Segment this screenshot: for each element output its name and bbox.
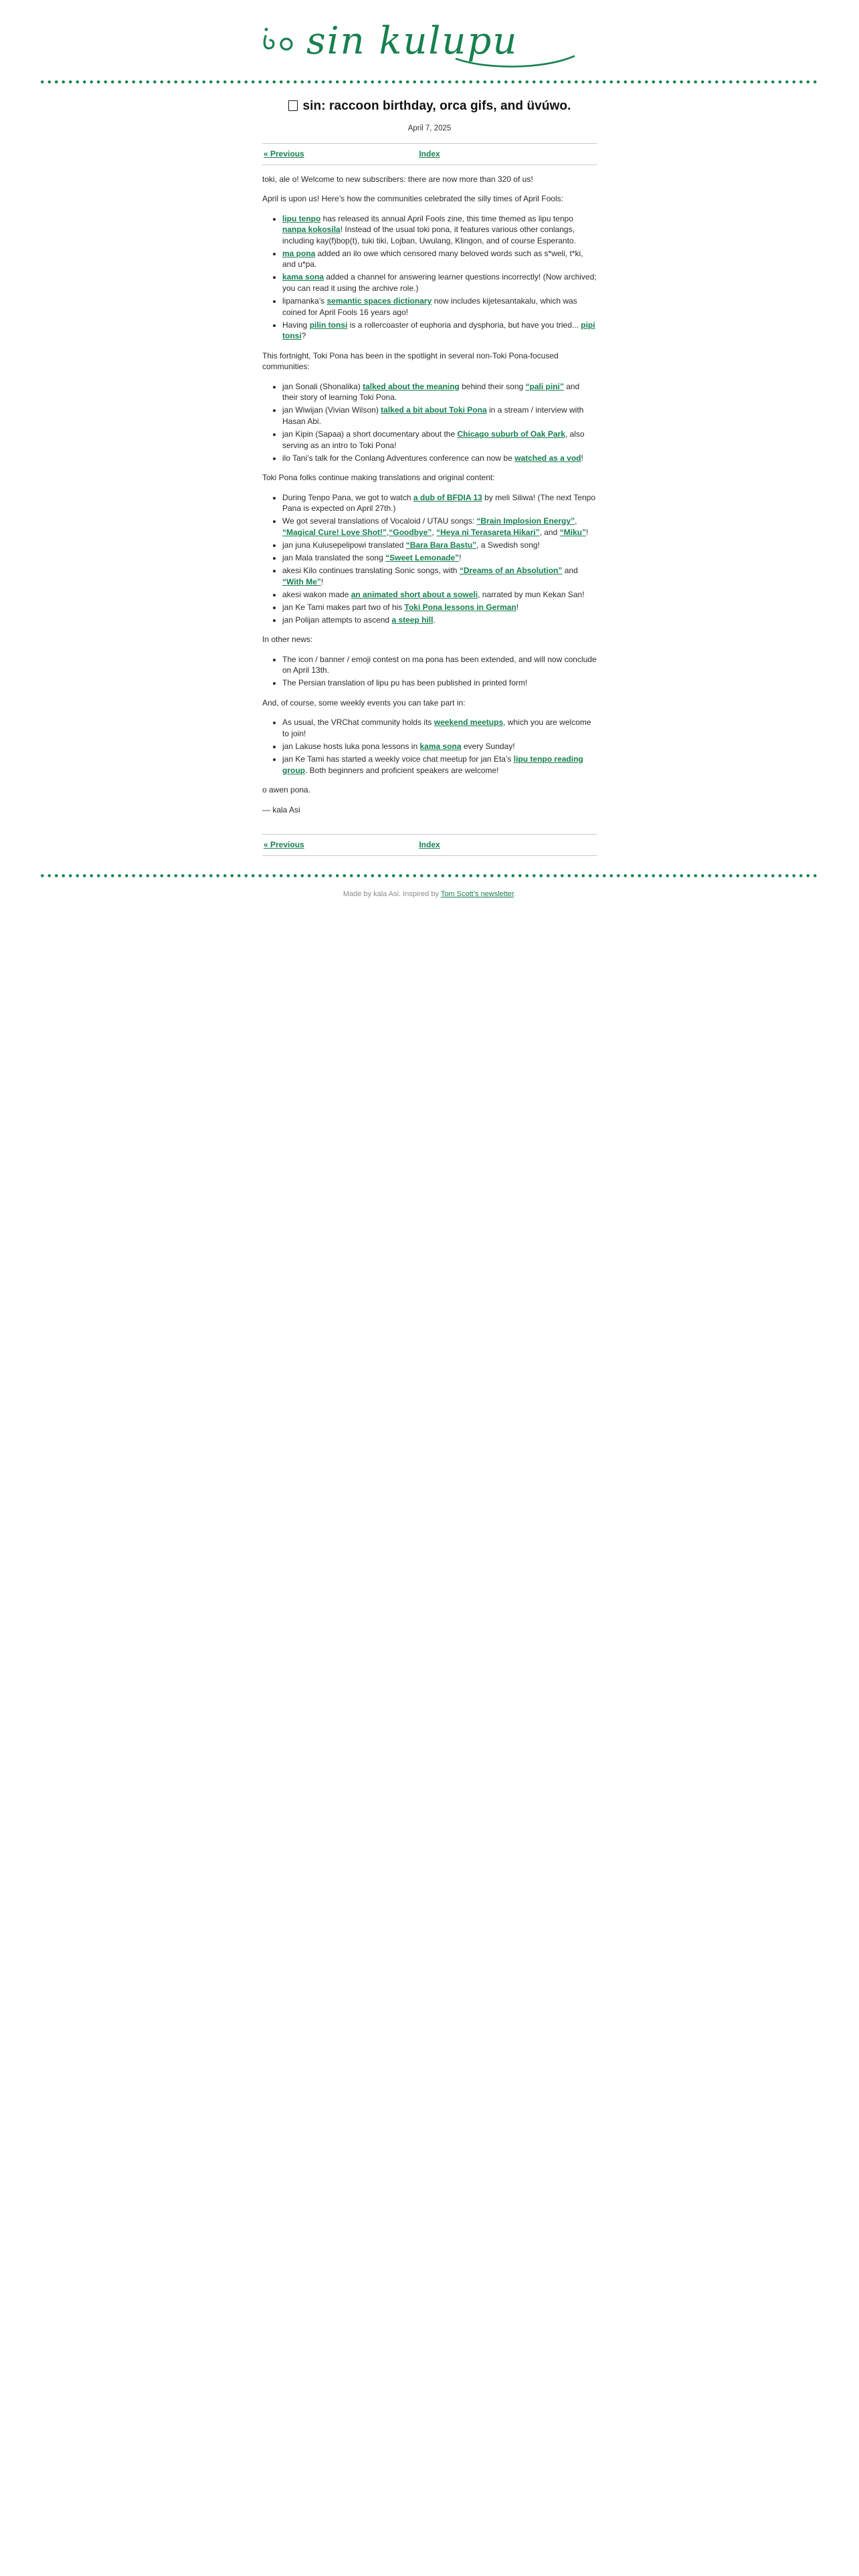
inline-link[interactable]: “With Me” <box>282 576 321 586</box>
list-item: • akesi Kilo continues translating Sonic songs, with “Dreams of an Absolution” and “With Me”! <box>282 565 597 587</box>
top-nav <box>262 143 597 165</box>
list-item: • lipu tenpo has released its annual April Fools zine, this time themed as lipu tenpo nanpa kokosila! Instead of the usual toki pona, it features various other conlangs, including kay(f)bop(t), tuki tiki, Lojban, Uwulang, Klingon, and of course Esperanto. <box>282 213 597 247</box>
inline-link[interactable]: watched as a vod <box>514 453 581 463</box>
list-item: • During Tenpo Pana, we got to watch a dub of BFDIA 13 by meli Siliwa! (The next Tenpo Pana is expected on April 27th.) <box>282 492 597 514</box>
page-title-text: sin: raccoon birthday, orca gifs, and üvúwo. <box>302 99 571 113</box>
list-item: • jan Ke Tami makes part two of his Toki Pona lessons in German! <box>282 602 597 613</box>
inline-link[interactable]: semantic spaces dictionary <box>326 296 432 306</box>
paragraph: o awen pona. <box>262 785 311 795</box>
list-item: • ma pona added an ilo owe which censored many beloved words such as s*weli, t*ki, and u*pa. <box>282 248 597 270</box>
inline-link[interactable]: kama sona <box>282 272 324 282</box>
inline-link[interactable]: pilin tonsi <box>309 320 348 330</box>
inline-link[interactable]: Chicago suburb of Oak Park <box>457 429 565 439</box>
inline-link[interactable]: a steep hill <box>391 615 434 625</box>
site-logo-graphic <box>256 15 603 70</box>
index-link-bottom[interactable]: Index <box>419 840 440 850</box>
inline-link[interactable]: lipu tenpo reading group <box>282 754 583 775</box>
paragraph: toki, ale o! Welcome to new subscribers: there are now more than 320 of us! <box>262 174 533 184</box>
bullet-list <box>262 213 597 342</box>
bullet-list <box>262 492 597 626</box>
list-item: • lipamanka’s semantic spaces dictionary now includes kijetesantakalu, which was coined for April Fools 16 years ago! <box>282 296 597 318</box>
list-item: • akesi wakon made an animated short about a soweli, narrated by mun Kekan San! <box>282 589 597 601</box>
inline-link[interactable]: an animated short about a soweli <box>351 589 478 599</box>
inline-link[interactable]: “Magical Cure! Love Shot!” <box>282 527 387 537</box>
paragraph: In other news: <box>262 635 313 645</box>
inline-link[interactable]: talked about the meaning <box>363 381 460 391</box>
previous-link[interactable]: « Previous <box>264 149 304 159</box>
inline-link[interactable]: pipi tonsi <box>282 320 595 341</box>
list-item: • jan Ke Tami has started a weekly voice chat meetup for jan Eta’s lipu tenpo reading group. Both beginners and proficient speakers are welcome! <box>282 754 597 776</box>
inline-link[interactable]: nanpa kokosila <box>282 225 341 235</box>
logo-doodle-icon <box>264 28 292 49</box>
inline-link[interactable]: “Brain Implosion Energy” <box>476 516 575 526</box>
article-body <box>262 174 597 816</box>
publish-date: April 7, 2025 <box>407 124 452 133</box>
inline-link[interactable]: “Miku” <box>559 527 586 537</box>
page-title <box>262 98 597 115</box>
bottom-nav <box>262 834 597 856</box>
site-logo[interactable] <box>256 15 603 73</box>
inline-link[interactable]: “Sweet Lemonade” <box>385 552 460 562</box>
bullet-list <box>262 654 597 689</box>
footer-credit-suffix: . <box>514 889 516 898</box>
list-item: • jan Mala translated the song “Sweet Lemonade”! <box>282 552 597 564</box>
paragraph: April is upon us! Here’s how the communities celebrated the silly times of April Fools: <box>262 194 563 204</box>
inline-link[interactable]: “Goodbye” <box>389 527 432 537</box>
paragraph: This fortnight, Toki Pona has been in the spotlight in several non-Toki Pona-focused communities: <box>262 350 559 372</box>
inline-link[interactable]: a dub of BFDIA 13 <box>413 492 482 502</box>
list-item: • The Persian translation of lipu pu has been published in printed form! <box>282 677 597 689</box>
index-link[interactable]: Index <box>419 149 440 159</box>
header-logo-row <box>0 0 859 73</box>
inline-link[interactable]: “Bara Bara Bastu” <box>405 540 477 550</box>
bullet-list <box>262 381 597 463</box>
inline-link[interactable]: talked a bit about Toki Pona <box>381 405 487 415</box>
bullet-list <box>262 717 597 776</box>
dotted-divider-bottom <box>39 873 820 878</box>
list-item: • jan Sonali (Shonalika) talked about the meaning behind their song “pali pini” and their story of learning Toki Pona. <box>282 381 597 403</box>
paragraph: — kala Asi <box>262 804 300 815</box>
inline-link[interactable]: weekend meetups <box>434 718 504 728</box>
footer-newsletter-link[interactable]: Tom Scott’s newsletter <box>440 889 514 898</box>
footer <box>0 890 859 898</box>
list-item: • jan juna Kulusepelipowi translated “Bara Bara Bastu”, a Swedish song! <box>282 540 597 551</box>
inline-link[interactable]: ma pona <box>282 248 316 258</box>
list-item: • jan Lakuse hosts luka pona lessons in kama sona every Sunday! <box>282 741 597 752</box>
inline-link[interactable]: “Heya ni Terasareta Hikari” <box>436 527 540 537</box>
previous-link-bottom[interactable]: « Previous <box>264 840 304 850</box>
list-item: • Having pilin tonsi is a rollercoaster of euphoria and dysphoria, but have you tried... pipi tonsi? <box>282 320 597 342</box>
missing-emoji-glyph <box>288 100 298 111</box>
dotted-divider-top <box>39 80 820 84</box>
list-item: • ilo Tani’s talk for the Conlang Adventures conference can now be watched as a vod! <box>282 453 597 464</box>
paragraph: Toki Pona folks continue making translations and original content: <box>262 473 495 483</box>
list-item: • jan Polijan attempts to ascend a steep hill. <box>282 615 597 626</box>
site-logo-text: sin kulupu <box>306 19 518 63</box>
inline-link[interactable]: “Dreams of an Absolution” <box>459 565 563 575</box>
list-item: • As usual, the VRChat community holds its weekend meetups, which you are welcome to join! <box>282 717 597 739</box>
inline-link[interactable]: kama sona <box>419 742 462 752</box>
inline-link[interactable]: lipu tenpo <box>282 213 321 223</box>
list-item: • The icon / banner / emoji contest on ma pona has been extended, and will now conclude on April 13th. <box>282 654 597 676</box>
inline-link[interactable]: Toki Pona lessons in German <box>404 602 516 612</box>
list-item: • jan Kipin (Sapaa) a short documentary about the Chicago suburb of Oak Park, also serving as an intro to Toki Pona! <box>282 429 597 451</box>
list-item: • jan Wiwijan (Vivian Wilson) talked a bit about Toki Pona in a stream / interview with Hasan Abi. <box>282 405 597 427</box>
list-item: • We got several translations of Vocaloid / UTAU songs: “Brain Implosion Energy”, “Magical Cure! Love Shot!”,“Goodbye”, “Heya ni Terasareta Hikari”, and “Miku”! <box>282 516 597 538</box>
content-column <box>262 98 597 856</box>
paragraph: And, of course, some weekly events you can take part in: <box>262 697 466 708</box>
list-item: • kama sona added a channel for answering learner questions incorrectly! (Now archived; you can read it using the archive role.) <box>282 272 597 294</box>
footer-credit-text: Made by kala Asi. Inspired by <box>343 889 441 898</box>
inline-link[interactable]: “pali pini” <box>525 381 564 391</box>
